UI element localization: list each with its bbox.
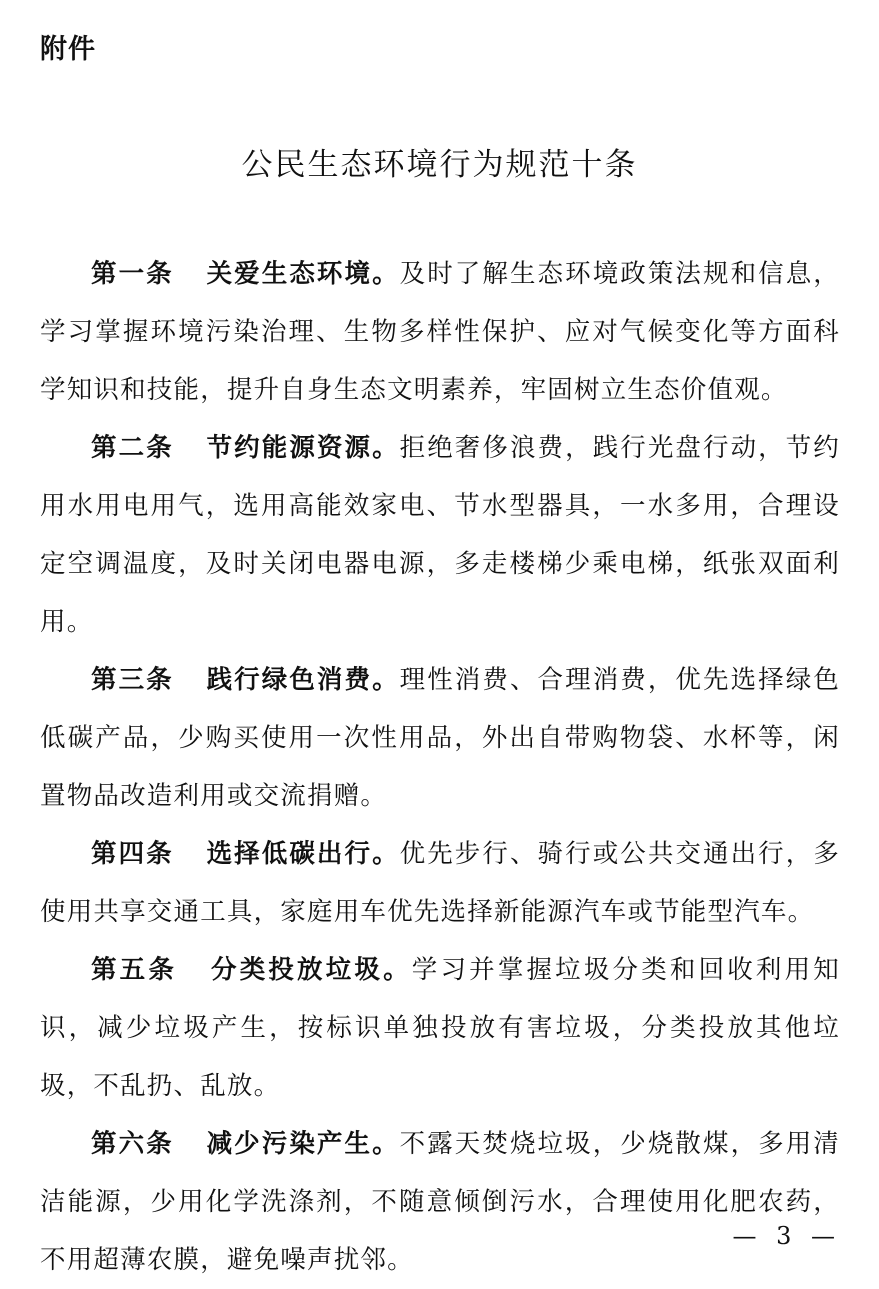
article-number: 第六条 bbox=[91, 1129, 174, 1159]
article-number: 第一条 bbox=[91, 259, 174, 289]
article-2 bbox=[40, 419, 840, 651]
article-body: 拒绝奢侈浪费，践行光盘行动，节约用水用电用气，选用高能效家电、节水型器具，一水多用，合理设定空调温度，及时关闭电器电源，多走楼梯少乘电梯，纸张双面利用。 bbox=[40, 433, 841, 637]
article-heading: 践行绿色消费。 bbox=[205, 665, 400, 695]
article-heading: 节约能源资源。 bbox=[205, 433, 400, 463]
article-number: 第二条 bbox=[91, 433, 174, 463]
article-heading: 选择低碳出行。 bbox=[205, 839, 400, 869]
page-number: — 3 — bbox=[732, 1222, 841, 1250]
article-number: 第三条 bbox=[91, 665, 174, 695]
article-1 bbox=[40, 245, 840, 419]
article-body: 及时了解生态环境政策法规和信息，学习掌握环境污染治理、生物多样性保护、应对气候变化等方面科学知识和技能，提升自身生态文明素养，牢固树立生态价值观。 bbox=[40, 259, 841, 405]
article-body: 学习并掌握垃圾分类和回收利用知识，减少垃圾产生，按标识单独投放有害垃圾，分类投放其他垃圾，不乱扔、乱放。 bbox=[40, 955, 840, 1101]
attachment-label: 附件 bbox=[40, 34, 96, 65]
article-3 bbox=[40, 651, 840, 825]
article-body: 优先步行、骑行或公共交通出行，多使用共享交通工具，家庭用车优先选择新能源汽车或节能型汽车。 bbox=[40, 839, 841, 927]
article-heading: 关爱生态环境。 bbox=[205, 259, 400, 289]
document-title: 公民生态环境行为规范十条 bbox=[241, 147, 638, 183]
article-heading: 分类投放垃圾。 bbox=[209, 955, 412, 985]
article-body: 理性消费、合理消费，优先选择绿色低碳产品，少购买使用一次性用品，外出自带购物袋、水杯等，闲置物品改造利用或交流捐赠。 bbox=[40, 665, 841, 811]
article-number: 第四条 bbox=[91, 839, 174, 869]
article-5 bbox=[40, 941, 840, 1115]
article-4 bbox=[40, 825, 840, 941]
article-number: 第五条 bbox=[91, 955, 178, 985]
article-list bbox=[40, 245, 840, 1289]
article-heading: 减少污染产生。 bbox=[205, 1129, 400, 1159]
article-body: 不露天焚烧垃圾，少烧散煤，多用清洁能源，少用化学洗涤剂，不随意倾倒污水，合理使用化肥农药，不用超薄农膜，避免噪声扰邻。 bbox=[40, 1129, 841, 1275]
